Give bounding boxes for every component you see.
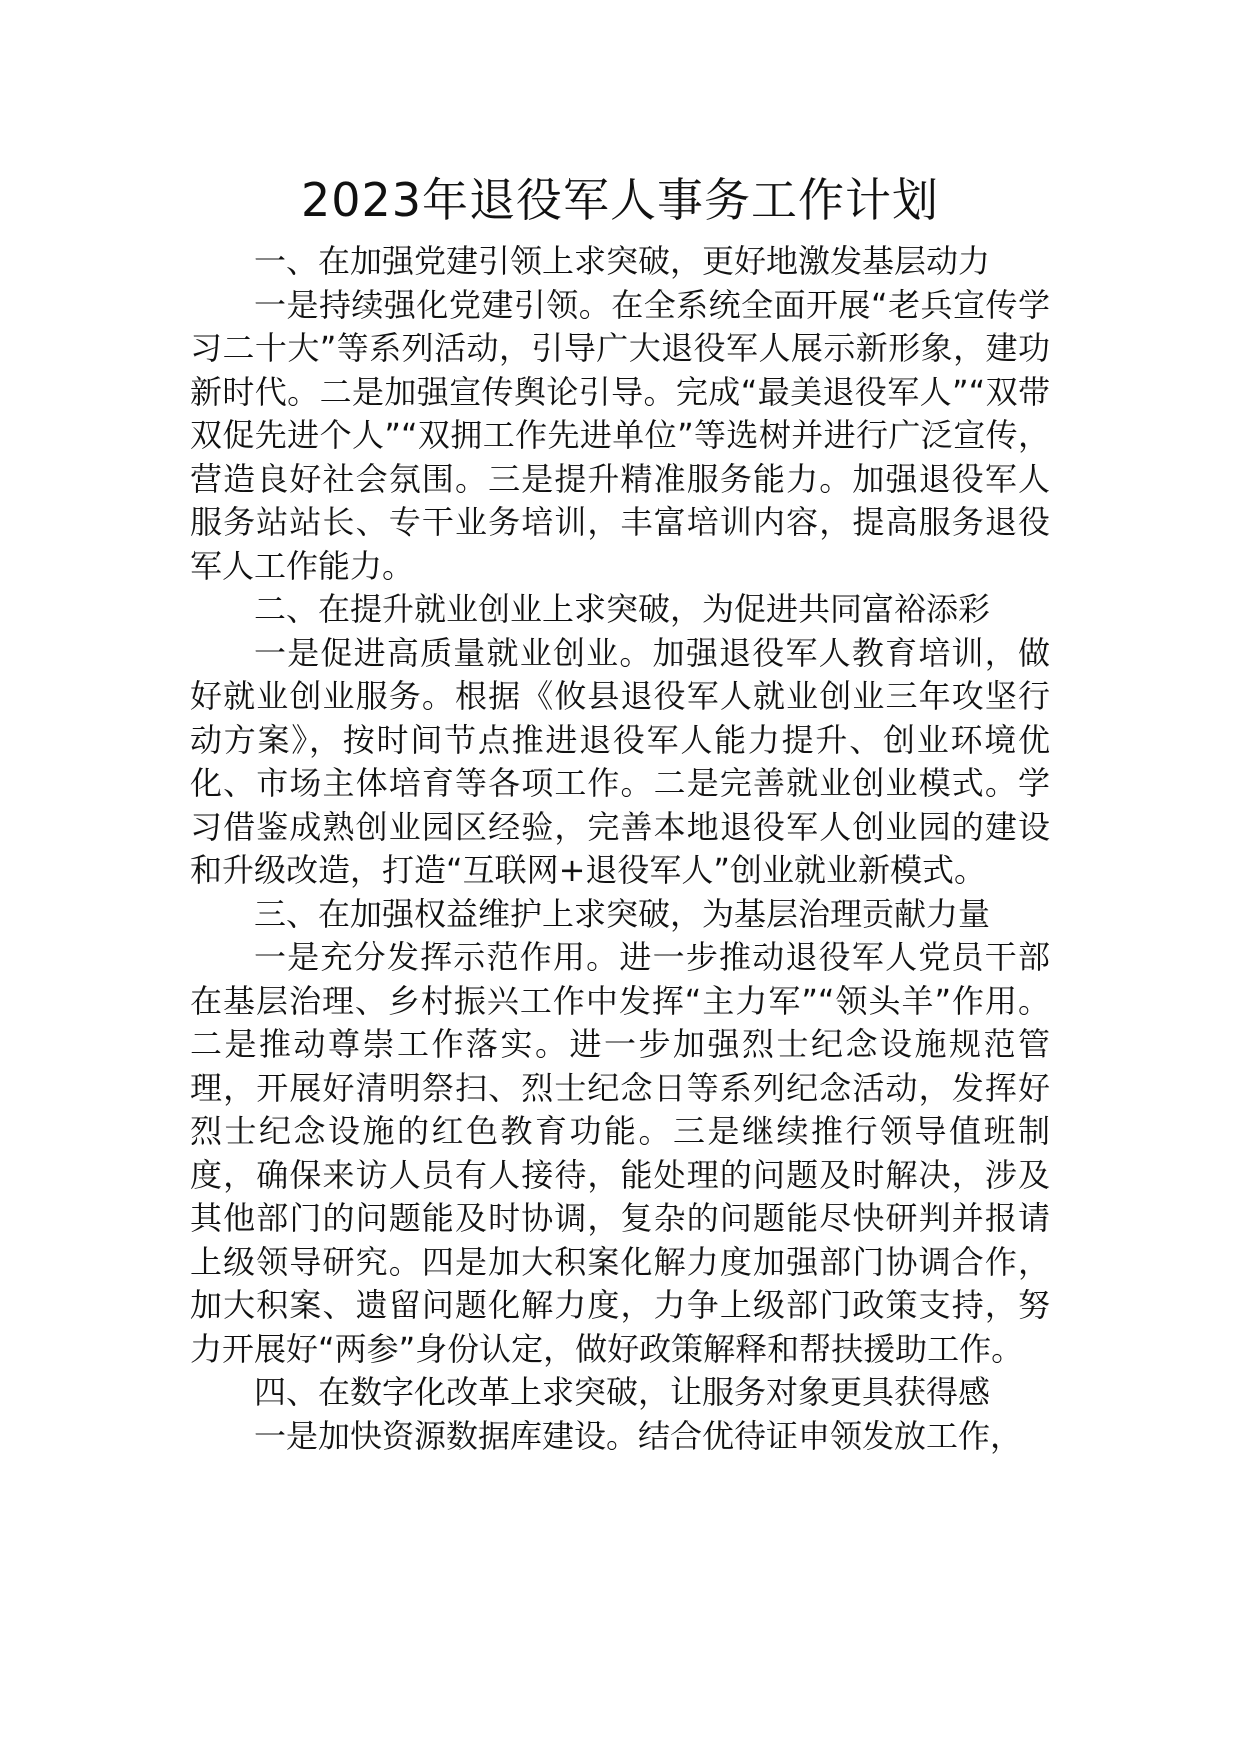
- section-paragraph-3: 一是充分发挥示范作用。进一步推动退役军人党员干部在基层治理、乡村振兴工作中发挥“主力军”“领头羊”作用。二是推动尊崇工作落实。进一步加强烈士纪念设施规范管理，开展好清明祭扫、烈士纪念日等系列纪念活动，发挥好烈士纪念设施的红色教育功能。三是继续推行领导值班制度，确保来访人员有人接待，能处理的问题及时解决，涉及其他部门的问题能及时协调，复杂的问题能尽快研判并报请上级领导研究。四是加大积案化解力度加强部门协调合作，加大积案、遗留问题化解力度，力争上级部门政策支持，努力开展好“两参”身份认定，做好政策解释和帮扶援助工作。: [190, 938, 1050, 1368]
- section-paragraph-2: 一是促进高质量就业创业。加强退役军人教育培训，做好就业创业服务。根据《攸县退役军人就业创业三年攻坚行动方案》，按时间节点推进退役军人能力提升、创业环境优化、市场主体培育等各项工作。二是完善就业创业模式。学习借鉴成熟创业园区经验，完善本地退役军人创业园的建设和升级改造，打造“互联网+退役军人”创业就业新模式。: [190, 633, 1050, 889]
- section-paragraph-4: 一是加快资源数据库建设。结合优待证申领发放工作，: [254, 1416, 1023, 1455]
- section-heading-1: 一、在加强党建引领上求突破，更好地激发基层动力: [254, 242, 991, 280]
- section-heading-4: 四、在数字化改革上求突破，让服务对象更具获得感: [254, 1373, 991, 1411]
- section-heading-3: 三、在加强权益维护上求突破，为基层治理贡献力量: [254, 894, 991, 933]
- section-heading-2: 二、在提升就业创业上求突破，为促进共同富裕添彩: [254, 590, 991, 628]
- document-title: 2023年退役军人事务工作计划: [300, 173, 940, 227]
- section-paragraph-1: 一是持续强化党建引领。在全系统全面开展“老兵宣传学习二十大”等系列活动，引导广大退役军人展示新形象，建功新时代。二是加强宣传舆论引导。完成“最美退役军人”“双带双促先进个人”“双拥工作先进单位”等选树并进行广泛宣传，营造良好社会氛围。三是提升精准服务能力。加强退役军人服务站站长、专干业务培训，丰富培训内容，提高服务退役军人工作能力。: [190, 285, 1050, 585]
- document-body: [190, 240, 1050, 1458]
